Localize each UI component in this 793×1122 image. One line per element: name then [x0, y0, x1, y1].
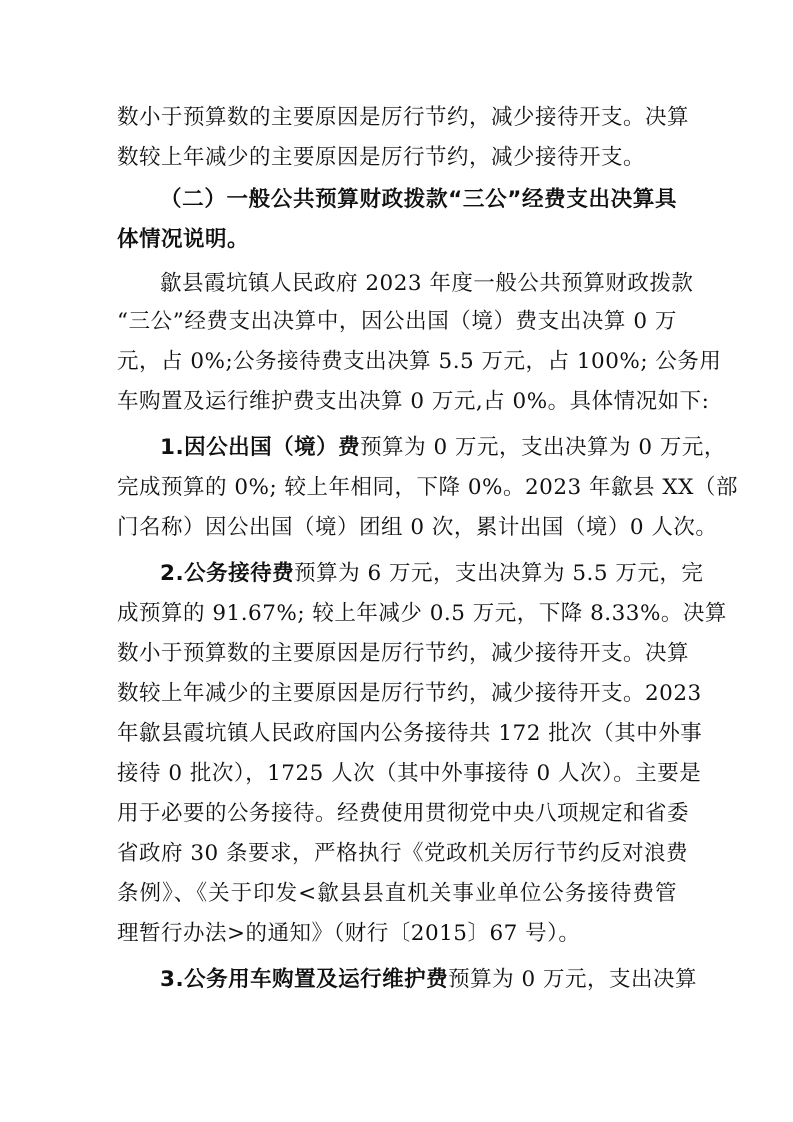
paragraph-line: 车购置及运行维护费支出决算 0 万元,占 0%。具体情况如下:: [117, 389, 710, 414]
paragraph-line: 省政府 30 条要求，严格执行《党政机关厉行节约反对浪费: [117, 841, 689, 866]
paragraph-line: 用于必要的公务接待。经费使用贯彻党中央八项规定和省委: [117, 801, 690, 826]
paragraph-line: 歙县霞坑镇人民政府 2023 年度一般公共预算财政拨款: [160, 271, 694, 296]
paragraph-line: 理暂行办法>的通知》（财行〔2015〕67 号）。: [117, 921, 581, 946]
item-3-label: 3.公务用车购置及运行维护费: [160, 967, 449, 992]
section-heading-continuation: 体情况说明。: [117, 227, 250, 252]
paragraph-line: 数较上年减少的主要原因是厉行节约，减少接待开支。2023: [117, 681, 702, 706]
item-3-first-line: [160, 960, 697, 1000]
paragraph-line: 年歙县霞坑镇人民政府国内公务接待共 172 批次（其中外事: [117, 721, 703, 746]
paragraph-line: 条例》、《关于印发<歙县县直机关事业单位公务接待费管: [117, 881, 677, 906]
item-2-text: 预算为 6 万元，支出决算为 5.5 万元，完: [294, 561, 704, 586]
paragraph-line: 完成预算的 0%; 较上年相同，下降 0%。2023 年歙县 XX（部: [117, 475, 738, 500]
paragraph-line: 接待 0 批次），1725 人次（其中外事接待 0 人次）。主要是: [117, 761, 702, 786]
paragraph-line: 数小于预算数的主要原因是厉行节约，减少接待开支。决算: [117, 641, 690, 666]
item-2-first-line: [160, 554, 704, 594]
paragraph-line: 元，占 0%;公务接待费支出决算 5.5 万元，占 100%; 公务用: [117, 349, 722, 374]
item-1-text: 预算为 0 万元，支出决算为 0 万元，: [360, 435, 726, 460]
section-heading: （二）一般公共预算财政拨款“三公”经费支出决算具: [160, 187, 677, 212]
item-1-label: 1.因公出国（境）费: [160, 435, 361, 460]
item-1-first-line: [160, 428, 726, 468]
paragraph-line: “三公”经费支出决算中，因公出国（境）费支出决算 0 万: [117, 309, 677, 334]
paragraph-line: 成预算的 91.67%; 较上年减少 0.5 万元，下降 8.33%。决算: [117, 601, 727, 626]
paragraph-line: 数小于预算数的主要原因是厉行节约，减少接待开支。决算: [117, 105, 690, 130]
item-3-text: 预算为 0 万元，支出决算: [448, 967, 697, 992]
item-2-label: 2.公务接待费: [160, 561, 295, 586]
paragraph-line: 数较上年减少的主要原因是厉行节约，减少接待开支。: [117, 145, 646, 170]
paragraph-line: 门名称）因公出国（境）团组 0 次，累计出国（境）0 人次。: [117, 515, 718, 540]
